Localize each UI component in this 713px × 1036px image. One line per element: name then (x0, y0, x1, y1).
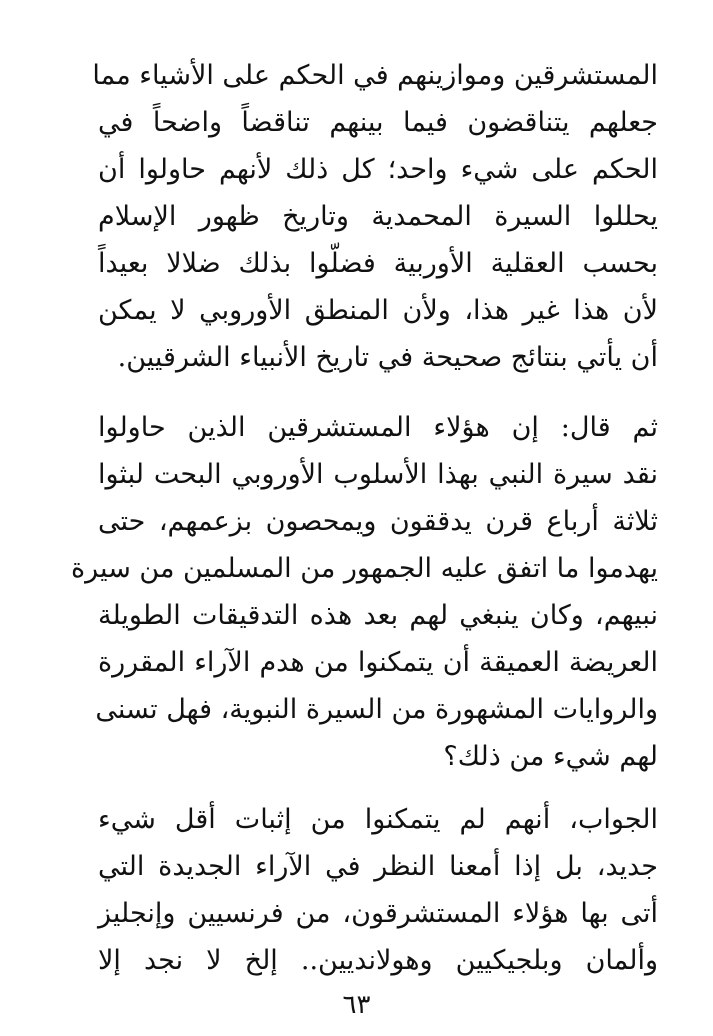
paragraph-3 (98, 796, 658, 984)
text-line: يهدموا ما اتفق عليه الجمهور من المسلمين من سيرة (71, 553, 658, 584)
text-line: ثلاثة أرباع قرن يدققون ويمحصون بزعمهم، حتى (98, 506, 658, 537)
text-line: بحسب العقلية الأوربية فضلّوا بذلك ضلالا بعيداً (98, 248, 658, 279)
text-line: أتى بها هؤلاء المستشرقون، من فرنسيين وإنجليز (98, 898, 658, 929)
text-line: والروايات المشهورة من السيرة النبوية، فهل تسنى (95, 694, 658, 725)
page-number: ٦٣ (342, 990, 371, 1020)
text-line: جديد، بل إذا أمعنا النظر في الآراء الجديدة التي (98, 851, 658, 882)
text-line: أن يأتي بنتائج صحيحة في تاريخ الأنبياء الشرقيين. (117, 342, 658, 373)
text-line: وألمان وبلجيكيين وهولانديين.. إلخ لا نجد إلا (98, 945, 658, 976)
text-line: يحللوا السيرة المحمدية وتاريخ ظهور الإسلام (98, 201, 658, 232)
text-line: ثم قال: إن هؤلاء المستشرقين الذين حاولوا (98, 412, 658, 443)
paragraph-2 (71, 404, 658, 780)
text-line: الحكم على شيء واحد؛ كل ذلك لأنهم حاولوا أن (98, 154, 658, 185)
text-line: لأن هذا غير هذا، ولأن المنطق الأوروبي لا يمكن (98, 295, 658, 326)
text-line: لهم شيء من ذلك؟ (443, 741, 658, 772)
paragraph-1 (92, 52, 658, 381)
text-line: المستشرقين وموازينهم في الحكم على الأشياء مما (92, 60, 658, 91)
text-line: الجواب، أنهم لم يتمكنوا من إثبات أقل شيء (98, 804, 658, 835)
text-line: جعلهم يتناقضون فيما بينهم تناقضاً واضحاً في (98, 107, 658, 138)
text-line: نبيهم، وكان ينبغي لهم بعد هذه التدقيقات الطويلة (98, 600, 658, 631)
text-line: نقد سيرة النبي بهذا الأسلوب الأوروبي البحت لبثوا (98, 459, 658, 490)
text-line: العريضة العميقة أن يتمكنوا من هدم الآراء المقررة (98, 647, 658, 678)
